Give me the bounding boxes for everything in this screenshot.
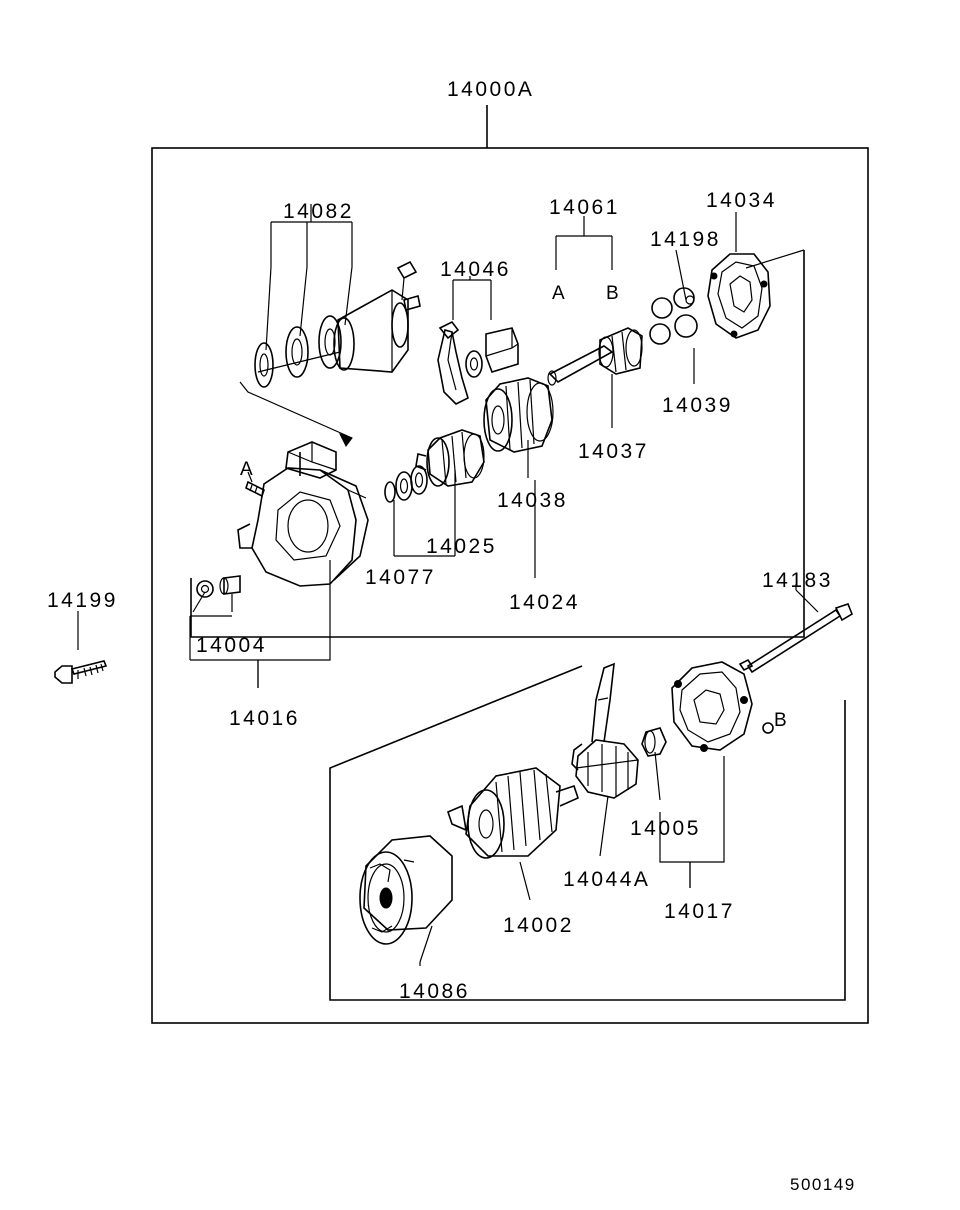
label-14034: 14034: [706, 189, 777, 212]
label-14038: 14038: [497, 489, 568, 512]
label-14199: 14199: [47, 589, 118, 612]
part-14017-bracket: [660, 662, 773, 888]
main-frame: [152, 105, 868, 1023]
label-14000A: 14000A: [447, 78, 535, 101]
part-14044A-brushholder: [572, 664, 638, 856]
part-14082-group: [255, 204, 420, 387]
part-14039-balls: [650, 288, 697, 344]
part-14046-group: [438, 276, 518, 404]
label-14077: 14077: [365, 566, 436, 589]
label-14024: 14024: [509, 591, 580, 614]
part-14086-yoke: [360, 836, 452, 966]
part-14061-leader: [556, 216, 612, 270]
label-14037: 14037: [578, 440, 649, 463]
part-14002-armature: [448, 768, 578, 858]
label-14025: 14025: [426, 535, 497, 558]
part-14034-cover: [708, 254, 770, 338]
marker-b-14017: B: [774, 710, 787, 731]
part-14037-shaft: [548, 328, 642, 385]
label-14183: 14183: [762, 569, 833, 592]
part-14183-bolt: [740, 590, 852, 672]
part-14016-housing: [238, 382, 368, 586]
part-14038-clutch: [484, 378, 553, 452]
part-14016-leader: [190, 560, 330, 688]
part-14005-bushing: [642, 728, 666, 800]
marker-a-14016: A: [240, 459, 253, 480]
part-14199-bolt: [55, 611, 106, 683]
drawing-number: 500149: [790, 1175, 856, 1194]
label-14016: 14016: [229, 707, 300, 730]
part-14077-washers: [385, 466, 427, 502]
label-14046: 14046: [440, 258, 511, 281]
label-14198: 14198: [650, 228, 721, 251]
label-14044A: 14044A: [563, 868, 651, 891]
label-14005: 14005: [630, 817, 701, 840]
marker-a-14061: A: [552, 283, 565, 304]
label-14017: 14017: [664, 900, 735, 923]
lower-assembly-bracket: [330, 666, 845, 1000]
leaders-lower: [520, 584, 796, 900]
label-14039: 14039: [662, 394, 733, 417]
label-14061: 14061: [549, 196, 620, 219]
marker-b-14061: B: [606, 283, 619, 304]
label-14002: 14002: [503, 914, 574, 937]
label-14082: 14082: [283, 200, 354, 223]
label-14004: 14004: [196, 634, 267, 657]
label-14086: 14086: [399, 980, 470, 1003]
